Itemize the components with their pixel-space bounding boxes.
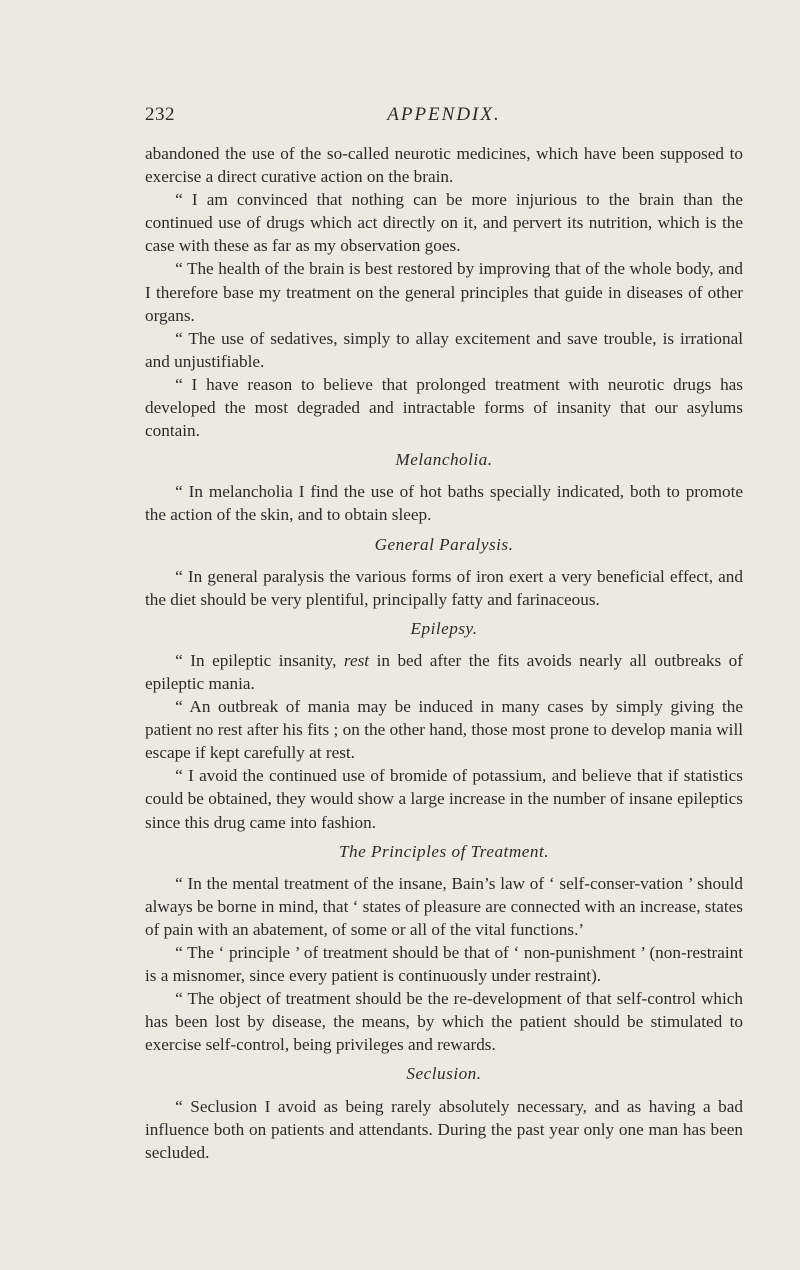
paragraph-8-start: “ In epileptic insanity, [175, 650, 344, 670]
paragraph-1: abandoned the use of the so-called neurotic medicines, which have been supposed to exercise a direct curative action on the brain. [145, 144, 743, 187]
section-heading-epilepsy: Epilepsy. [410, 618, 478, 638]
section-heading-principles: The Principles of Treatment. [338, 841, 550, 861]
paragraph-8-emphasis: rest [343, 650, 370, 670]
paragraph-14: “ Seclusion I avoid as being rarely absolutely necessary, and as having a bad influence both on patients and attendants. During the past year only one man has been secluded. [145, 1096, 743, 1162]
section-heading-melancholia: Melancholia. [395, 450, 493, 470]
paragraph-11: “ In the mental treatment of the insane, Bain’s law of ‘ self-conser-vation ’ should always be borne in mind, that ‘ states of pleasure are connected with an increase, states of pain with an abatement, of some or all of the vital functions.’ [145, 873, 743, 939]
paragraph-4: “ The use of sedatives, simply to allay excitement and save trouble, is irrational and unjustifiable. [145, 328, 743, 371]
paragraph-2: “ I am convinced that nothing can be more injurious to the brain than the continued use of drugs which act directly on it, and pervert its nutrition, which is the case with these as far as my observation goes. [145, 190, 743, 256]
running-head: APPENDIX. [387, 104, 501, 125]
page-header [145, 100, 743, 130]
paragraph-9: “ An outbreak of mania may be induced in many cases by simply giving the patient no rest after his fits ; on the other hand, those most prone to develop mania will escape if kept carefully at rest. [145, 697, 743, 763]
paragraph-6: “ In melancholia I find the use of hot baths specially indicated, both to promote the action of the skin, and to obtain sleep. [145, 482, 743, 525]
section-heading-general-paralysis: General Paralysis. [374, 534, 514, 554]
paragraph-8 [145, 649, 743, 695]
paragraph-7: “ In general paralysis the various forms of iron exert a very beneficial effect, and the diet should be very plentiful, principally fatty and farinaceous. [145, 566, 743, 609]
paragraph-8-end: in bed after the fits avoids nearly all outbreaks of epileptic mania. [145, 650, 743, 693]
paragraph-10: “ I avoid the continued use of bromide of potassium, and believe that if statistics could be obtained, they would show a large increase in the number of insane epileptics since this drug came into fashion. [145, 766, 743, 832]
paragraph-3: “ The health of the brain is best restored by improving that of the whole body, and I therefore base my treatment on the general principles that guide in diseases of other organs. [145, 259, 743, 325]
paragraph-5: “ I have reason to believe that prolonged treatment with neurotic drugs has developed the most degraded and intractable forms of insanity that our asylums contain. [145, 374, 743, 441]
page-body [145, 142, 743, 1164]
page-number: 232 [145, 104, 175, 125]
paragraph-12: “ The ‘ principle ’ of treatment should be that of ‘ non-punishment ’ (non-restraint is a misnomer, since every patient is continuously under restraint). [145, 943, 743, 986]
paragraph-13: “ The object of treatment should be the re-development of that self-control which has been lost by disease, the means, by which the patient should be stimulated to exercise self-control, being privileges and rewards. [145, 989, 743, 1055]
section-heading-seclusion: Seclusion. [406, 1064, 482, 1084]
